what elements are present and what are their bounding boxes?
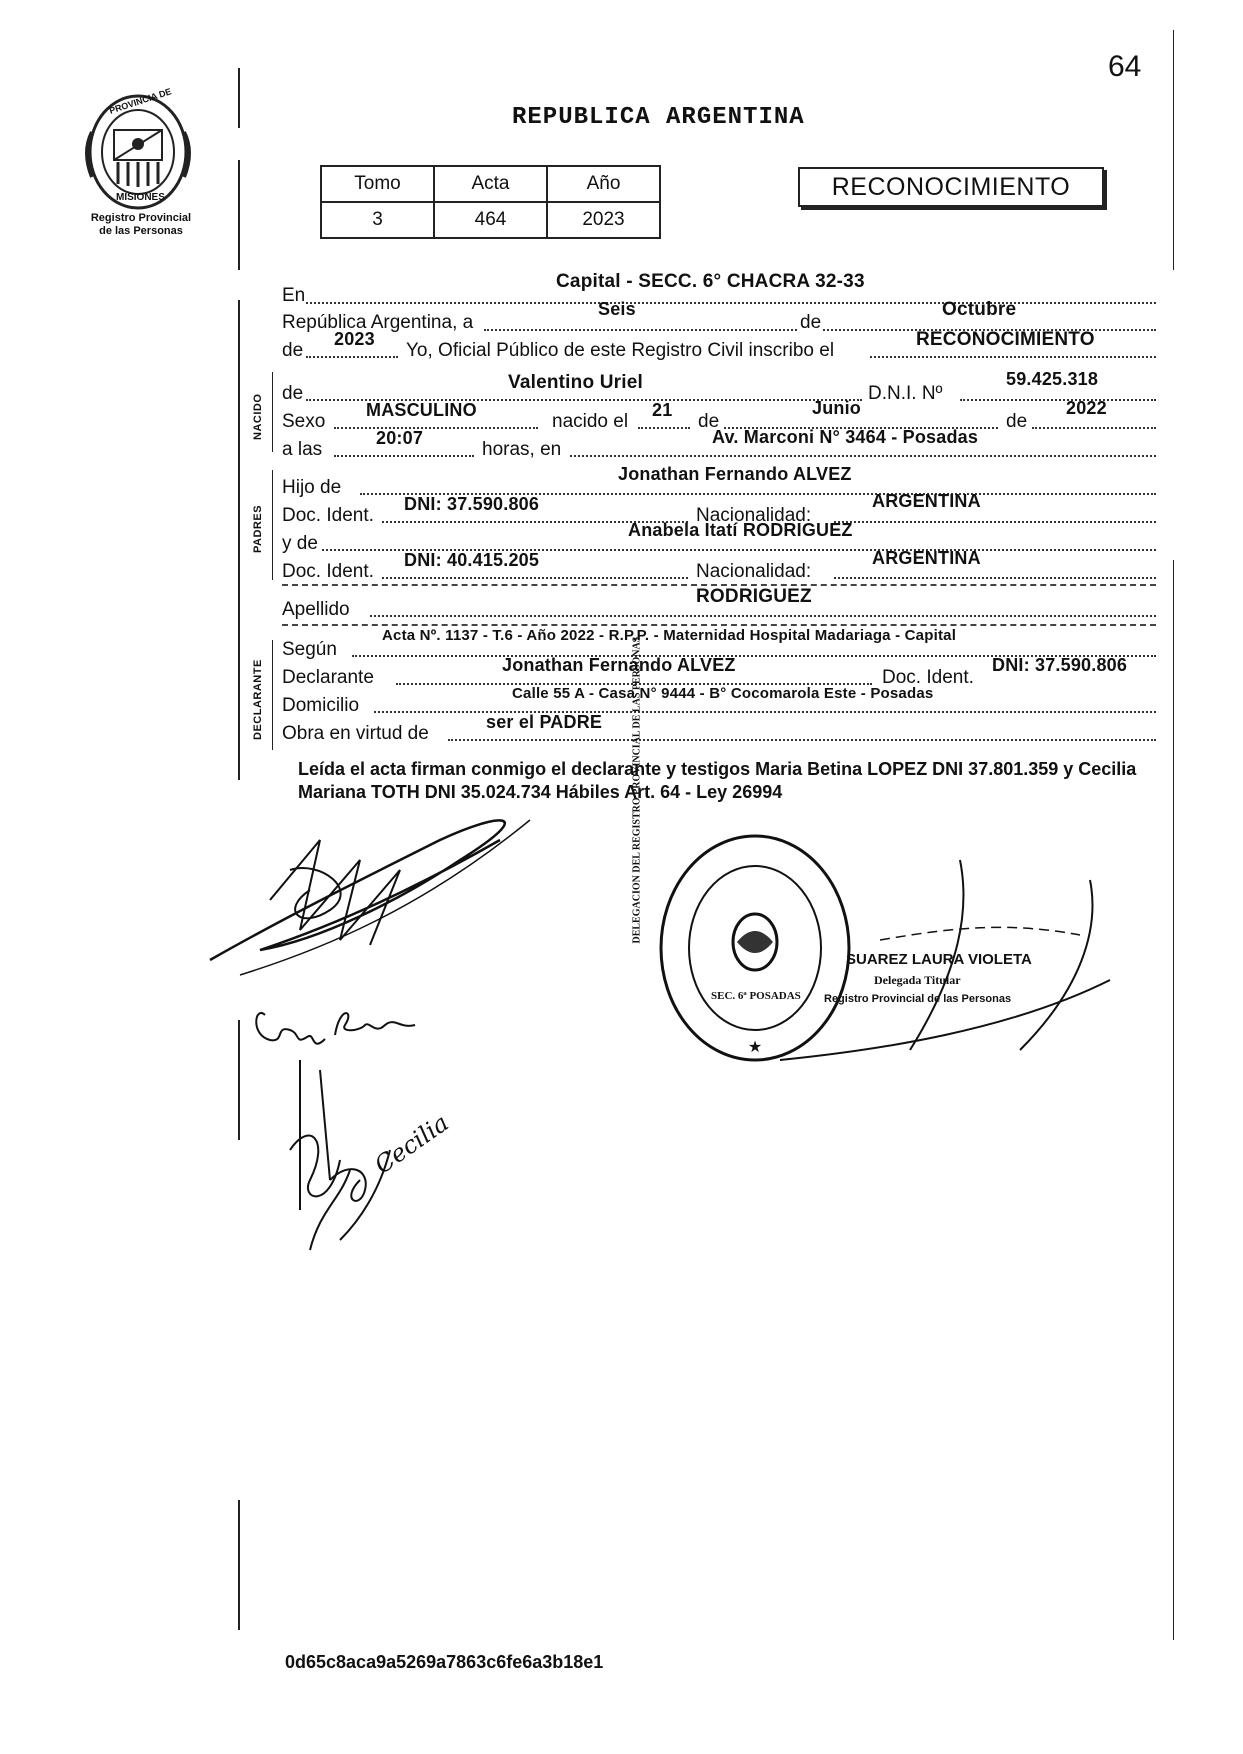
label-republica: República Argentina, a	[282, 312, 474, 333]
field-dni: 59.425.318	[1006, 369, 1099, 389]
label-dni-no: D.N.I. Nº	[868, 383, 943, 404]
label-horas-en: horas, en	[482, 439, 562, 460]
label-obra-en-virtud: Obra en virtud de	[282, 723, 429, 744]
dotted-line	[834, 521, 1156, 523]
field-month: Octubre	[942, 299, 1017, 320]
label-declarante: Declarante	[282, 667, 374, 688]
dotted-line	[1032, 427, 1156, 429]
section-label-nacido: NACIDO	[252, 393, 264, 440]
reference-value-row	[321, 202, 660, 238]
dotted-line	[570, 455, 1156, 457]
left-margin-line	[238, 1500, 240, 1630]
label-a-las: a las	[282, 439, 323, 460]
field-act-type: RECONOCIMIENTO	[916, 329, 1095, 350]
label-de-month: de	[800, 312, 822, 333]
left-margin-line	[238, 1020, 240, 1140]
document-title: REPUBLICA ARGENTINA	[512, 104, 805, 131]
officer-office: Registro Provincial de las Personas	[824, 993, 1012, 1005]
right-margin-line	[1173, 560, 1174, 1640]
ref-header-acta: Acta	[434, 166, 547, 202]
label-hijo-de: Hijo de	[282, 477, 342, 498]
ref-value-ano: 2023	[547, 202, 660, 238]
officer-title: Delegada Titular	[874, 973, 961, 987]
document-hash: 0d65c8aca9a5269a7863c6fe6a3b18e1	[285, 1652, 604, 1672]
page-number: 64	[1108, 50, 1142, 83]
ref-value-tomo: 3	[321, 202, 434, 238]
field-day: Seis	[598, 299, 636, 319]
dotted-line	[638, 427, 690, 429]
ref-value-acta: 464	[434, 202, 547, 238]
dotted-line	[306, 302, 1156, 304]
field-mother-name: Anabela Itatí RODRIGUEZ	[628, 520, 853, 540]
dotted-line	[306, 356, 398, 358]
label-de-birth-month: de	[698, 411, 720, 432]
witness-signature-1	[245, 995, 425, 1055]
section-label-declarante: DECLARANTE	[252, 659, 264, 740]
witness-signature-2	[270, 1060, 470, 1260]
label-de-year: de	[282, 340, 304, 361]
dotted-line	[370, 615, 1156, 617]
label-sexo: Sexo	[282, 411, 326, 432]
reference-table	[320, 165, 661, 239]
section-divider	[272, 372, 273, 452]
left-margin-line	[238, 300, 240, 780]
ref-header-tomo: Tomo	[321, 166, 434, 202]
field-place: Capital - SECC. 6° CHACRA 32-33	[556, 271, 865, 292]
dotted-line	[334, 455, 474, 457]
field-father-nationality: ARGENTINA	[872, 491, 981, 511]
official-stamp: ★ DELEGACION DEL REGISTRO PROVINCIAL DE LAS PERSONAS SEC. 6ª POSADAS	[655, 830, 855, 1070]
dotted-line	[834, 577, 1156, 579]
label-de-birth-year: de	[1006, 411, 1028, 432]
field-birth-place: Av. Marconi N° 3464 - Posadas	[712, 427, 979, 447]
stamp-center-text: SEC. 6ª POSADAS	[711, 990, 801, 1002]
registry-caption-line2: de las Personas	[99, 225, 183, 237]
label-doc-ident-1: Doc. Ident.	[282, 505, 374, 526]
dotted-line	[334, 427, 538, 429]
document-type-box: RECONOCIMIENTO	[798, 167, 1104, 207]
dotted-line	[960, 399, 1156, 401]
field-by-virtue-of: ser el PADRE	[486, 712, 603, 732]
label-doc-ident-2: Doc. Ident.	[282, 561, 374, 582]
label-en: En	[282, 285, 306, 306]
dotted-line	[870, 356, 1156, 358]
field-father-doc: DNI: 37.590.806	[404, 494, 540, 514]
field-surname: RODRIGUEZ	[696, 586, 812, 607]
label-domicilio: Domicilio	[282, 695, 360, 716]
field-declarant-name: Jonathan Fernando ALVEZ	[502, 655, 736, 675]
dotted-line	[448, 739, 1156, 741]
declarant-signature	[200, 800, 560, 990]
field-birth-time: 20:07	[376, 428, 424, 448]
field-name: Valentino Uriel	[508, 372, 643, 393]
label-segun: Según	[282, 639, 337, 660]
field-according-to: Acta Nº. 1137 - T.6 - Año 2022 - R.P.P. - Maternidad Hospital Madariaga - Capital	[382, 627, 957, 644]
reference-header-row	[321, 166, 660, 202]
section-divider	[272, 470, 273, 580]
label-nacido-el: nacido el	[552, 411, 629, 432]
section-label-padres: PADRES	[252, 504, 264, 553]
label-apellido: Apellido	[282, 599, 350, 620]
provincial-seal	[78, 86, 198, 212]
registry-caption-line1: Registro Provincial	[90, 212, 192, 224]
field-sex: MASCULINO	[366, 400, 477, 420]
dotted-line	[382, 577, 688, 579]
seal-text-top: PROVINCIA DE	[108, 86, 173, 116]
field-birth-day: 21	[652, 400, 673, 420]
registry-caption	[76, 212, 206, 238]
label-doc-ident-decl: Doc. Ident.	[882, 667, 974, 688]
label-y-de: y de	[282, 533, 318, 554]
field-address: Calle 55 A - Casa N° 9444 - B° Cocomarola Este - Posadas	[512, 685, 934, 702]
field-mother-doc: DNI: 40.415.205	[404, 550, 540, 570]
label-de-name: de	[282, 383, 304, 404]
field-year: 2023	[334, 329, 375, 349]
field-father-name: Jonathan Fernando ALVEZ	[618, 464, 852, 484]
closing-statement: Leída el acta firman conmigo el declarante y testigos Maria Betina LOPEZ DNI 37.801.359 y Cecilia Mariana TOTH DNI 35.024.734 Hábiles Art. 64 - Ley 26994	[298, 759, 1137, 802]
ref-header-ano: Año	[547, 166, 660, 202]
seal-text-bottom: MISIONES	[116, 192, 165, 203]
witness-2-name: Cecilia	[369, 1108, 454, 1180]
officer-name: SUAREZ LAURA VIOLETA	[846, 951, 1032, 968]
field-birth-year: 2022	[1066, 398, 1107, 418]
svg-text:★: ★	[747, 1039, 763, 1056]
field-declarant-doc: DNI: 37.590.806	[992, 655, 1128, 675]
label-nacionalidad-1: Nacionalidad:	[696, 505, 812, 526]
label-nacionalidad-2: Nacionalidad:	[696, 561, 812, 582]
left-margin-line	[238, 68, 240, 128]
label-yo-oficial: Yo, Oficial Público de este Registro Civil inscribo el	[406, 340, 835, 361]
left-margin-line	[238, 160, 240, 270]
field-mother-nationality: ARGENTINA	[872, 548, 981, 568]
right-margin-line	[1173, 30, 1174, 270]
dashed-separator	[282, 624, 1156, 626]
field-birth-month: Junio	[812, 398, 861, 418]
section-divider	[272, 640, 273, 750]
